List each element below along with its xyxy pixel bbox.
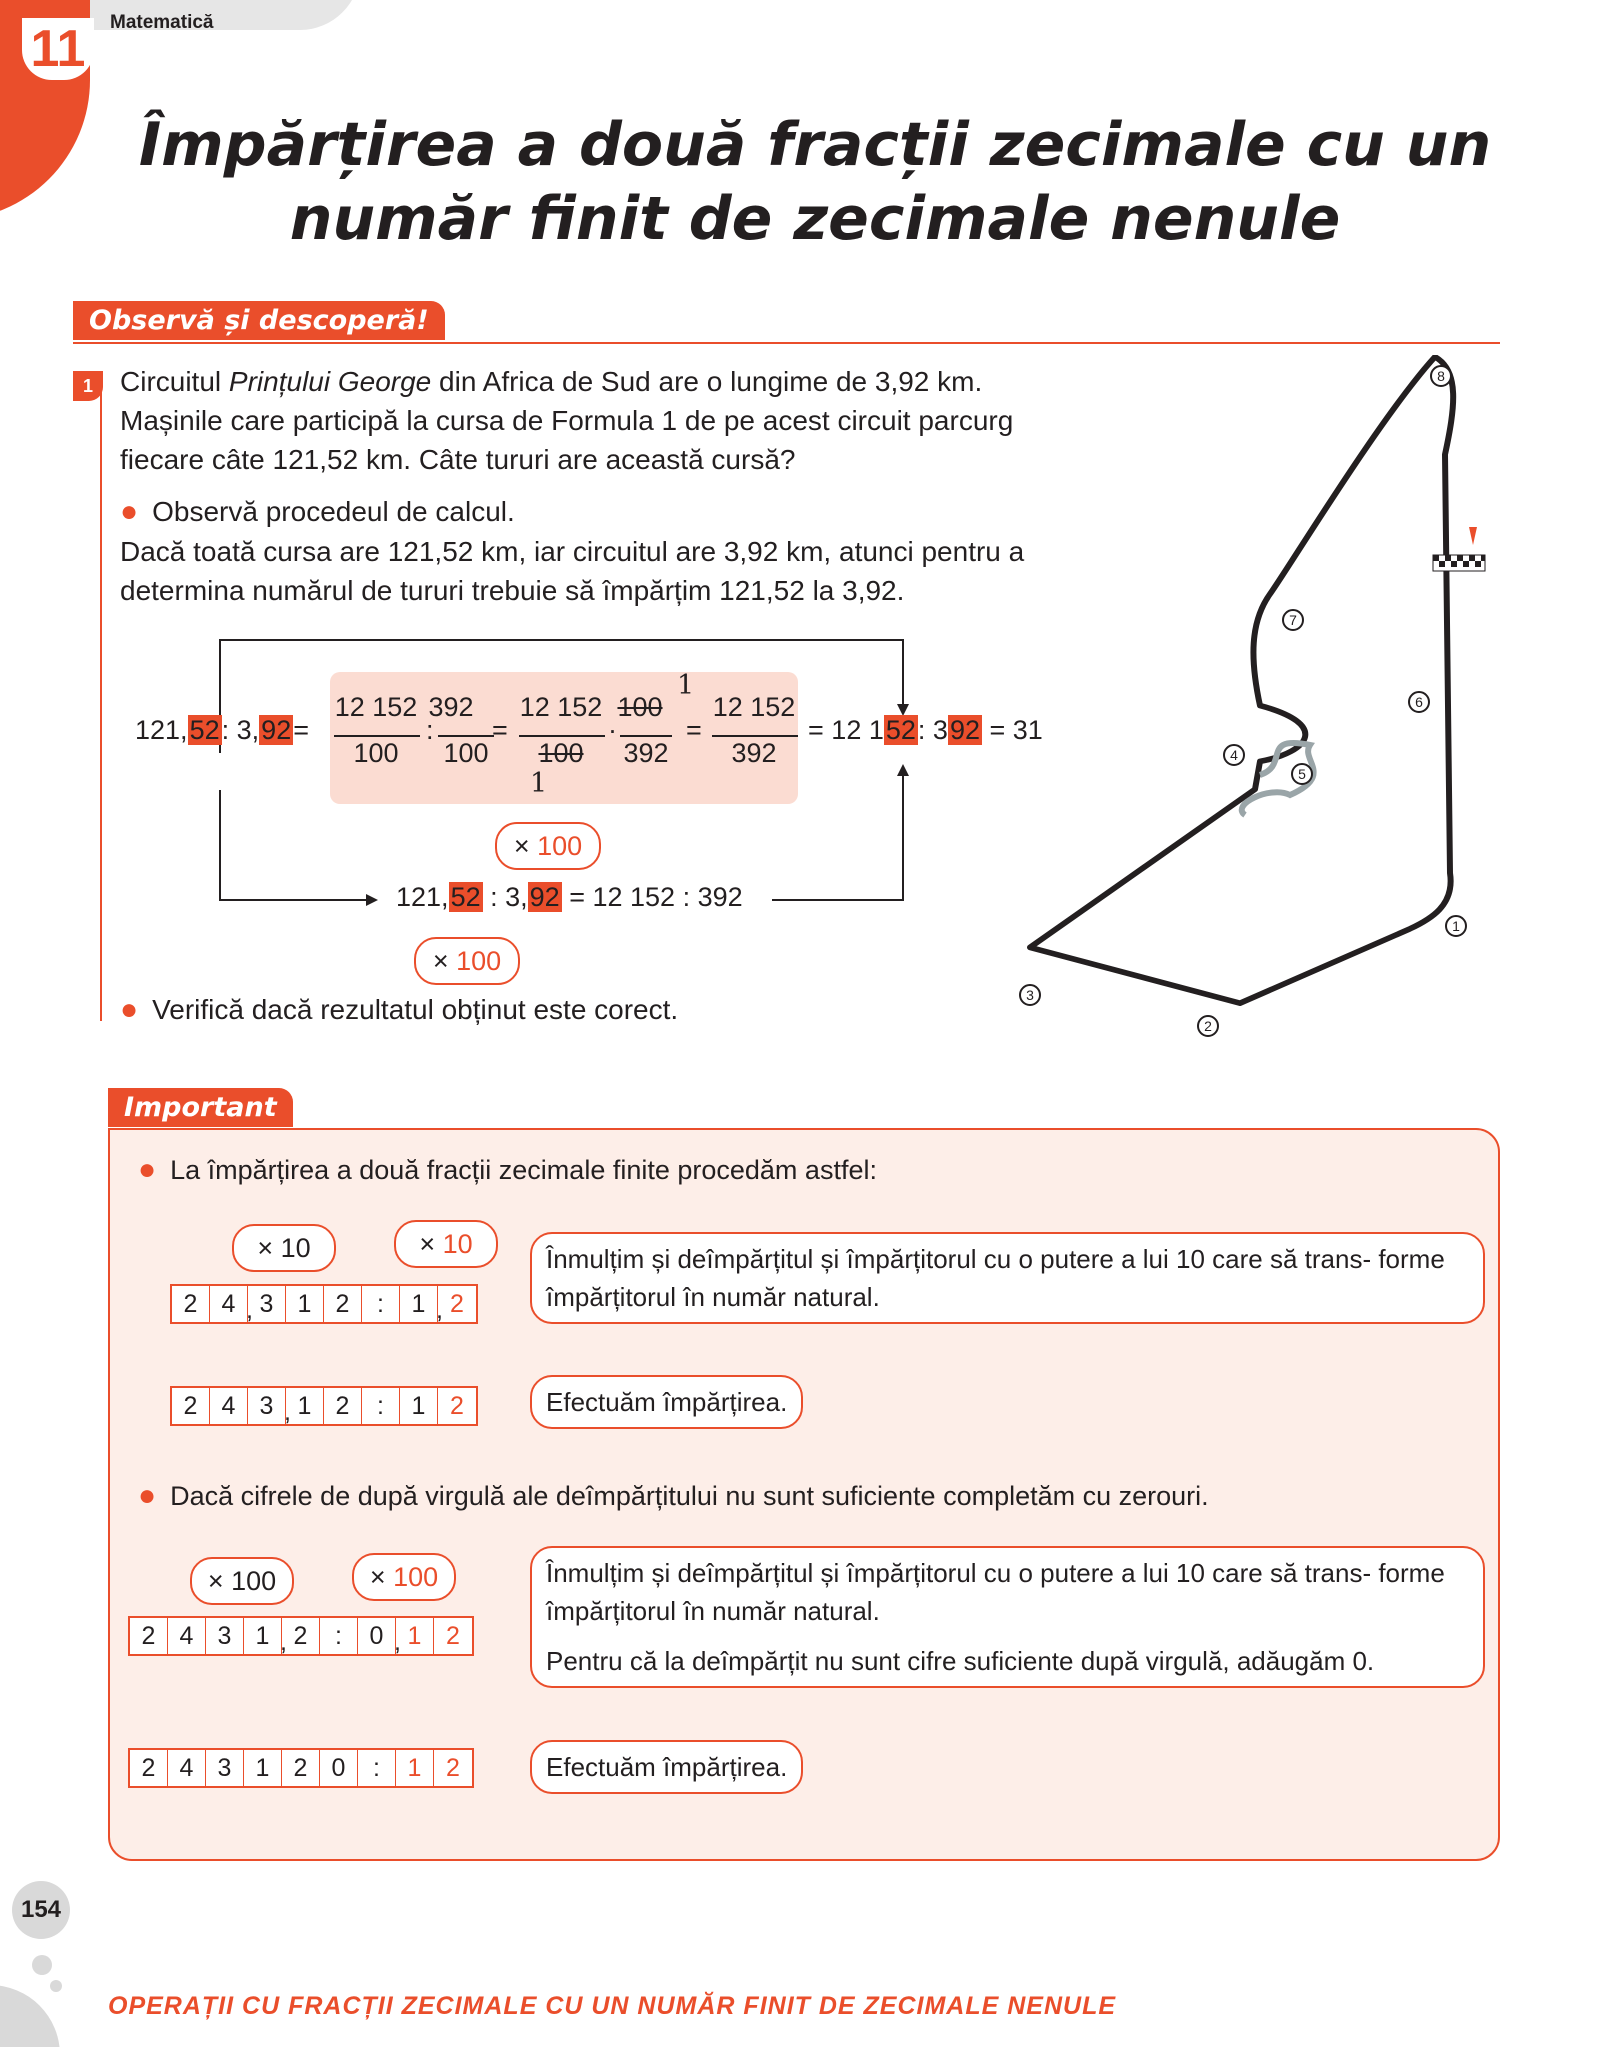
important-bullet-2: [138, 1476, 1209, 1516]
bullet-icon: ●: [120, 993, 139, 1026]
multiplier-bubble: [232, 1224, 336, 1272]
marker-5: [1291, 763, 1313, 785]
multiplier-bubble-top: [495, 822, 601, 870]
divide-note: Efectuăm împărțirea.: [530, 1375, 803, 1429]
fraction-line: [620, 735, 672, 737]
times-sign: ×: [369, 1562, 386, 1592]
exercise-number: 1: [73, 371, 103, 401]
multiplier-value: 100: [537, 831, 583, 861]
equals: =: [686, 715, 702, 745]
digit-cell: 2: [282, 1618, 320, 1654]
digit-cell: 2: [282, 1750, 320, 1786]
multiply-note: Înmulțim și deîmpărțitul și împărțitorul cu o putere a lui 10 care să trans- forme împărțitorul în număr natural.: [530, 1232, 1485, 1324]
digit-cell: 3: [206, 1618, 244, 1654]
digit-cell: [248, 1388, 291, 1426]
marker-label: 2: [1197, 1015, 1219, 1037]
fraction-3-numerator: 12 152: [519, 692, 603, 722]
multiply-dot: ·: [608, 715, 617, 745]
circuit-map: [990, 355, 1510, 1055]
digit-cell: 2: [324, 1388, 362, 1424]
result-d: 92: [949, 715, 980, 745]
marker-1: [1445, 915, 1467, 937]
equals: =: [293, 715, 309, 745]
fraction-3-denominator: 100: [538, 738, 584, 768]
result-c: : 3: [917, 715, 948, 745]
digit-cell: 2: [446, 1754, 460, 1782]
fraction-1-denominator: 100: [353, 738, 399, 768]
marker-label: 7: [1282, 609, 1304, 631]
digit-cell: 1: [244, 1750, 282, 1786]
marker-2: [1197, 1015, 1219, 1037]
digit-row: [128, 1616, 474, 1656]
digit-cell: :: [320, 1618, 358, 1654]
divide-note: Efectuăm împărțirea.: [530, 1740, 803, 1794]
fraction-1-numerator: 12 152: [334, 692, 418, 722]
equals: =: [492, 715, 508, 745]
digit: 0: [369, 1622, 384, 1650]
digit-cell: 4: [210, 1388, 248, 1424]
page-number: 154: [12, 1881, 70, 1939]
fraction-2-numerator: 392: [428, 692, 474, 722]
lhs-int: 121,: [135, 715, 188, 745]
decor-dot: [50, 1980, 62, 1992]
digit-cell: 2: [130, 1618, 168, 1654]
digit-cell: [358, 1618, 401, 1656]
times-sign: ×: [207, 1566, 224, 1596]
exercise-bar: [100, 371, 102, 1021]
fraction-4-denominator: 392: [623, 738, 669, 768]
bottom-d: 92: [529, 882, 560, 912]
problem-post: din Africa de Sud are o lungime de 3,92 km. Mașinile care participă la cursa de Formula 1 de pe acest circuit parcurg fiecare câte 121,52 km. Câte tururi are această cursă?: [120, 366, 1014, 475]
lhs-expression: [135, 715, 309, 746]
digit: 3: [259, 1392, 274, 1420]
bullet-icon: ●: [138, 1479, 157, 1512]
footer-chapter-title: OPERAȚII CU FRACȚII ZECIMALE CU UN NUMĂR FINIT DE ZECIMALE NENULE: [108, 1992, 1117, 2020]
fraction-2-denominator: 100: [443, 738, 489, 768]
colon: :: [221, 715, 230, 745]
fraction-5-numerator: 12 152: [712, 692, 796, 722]
comma: ,: [246, 1296, 253, 1324]
digit-cell: :: [362, 1286, 400, 1322]
digit-cell: 4: [168, 1618, 206, 1654]
digit-cell: 1: [396, 1618, 434, 1654]
bullet-icon: ●: [120, 495, 139, 528]
zero-note-text: Pentru că la deîmpărțit nu sunt cifre suficiente după virgulă, adăugăm 0.: [546, 1646, 1375, 1676]
circuit-track-icon: [990, 355, 1510, 1055]
marker-7: [1282, 609, 1304, 631]
fraction-line: [438, 735, 494, 737]
marker-6: [1408, 691, 1430, 713]
observe-text: Observă procedeul de calcul.: [152, 496, 515, 527]
digit-cell: 3: [248, 1286, 286, 1322]
bullet-2-text: Dacă cifrele de după virgulă ale deîmpărțitului nu sunt suficiente completăm cu zerouri.: [170, 1481, 1209, 1511]
important-bullet-1: [138, 1150, 877, 1190]
digit: 1: [255, 1622, 270, 1650]
digit-cell: 0: [320, 1750, 358, 1786]
digit-cell: :: [362, 1388, 400, 1424]
explain-text: Dacă toată cursa are 121,52 km, iar circuitul are 3,92 km, atunci pentru a determina numărul de tururi trebuie să împărțim 121,52 la 3,92.: [120, 536, 1025, 606]
digit-cell: [210, 1286, 253, 1324]
multiply-note-text: Înmulțim și deîmpărțitul și împărțitorul cu o putere a lui 10 care să trans- forme împărțitorul în număr natural.: [546, 1558, 1445, 1626]
multiplier-bubble: [352, 1553, 456, 1601]
comma: ,: [284, 1398, 291, 1426]
digit-cell: 1: [400, 1388, 438, 1424]
decor-dot: [32, 1955, 52, 1975]
marker-label: 8: [1430, 365, 1452, 387]
digit-cell: 3: [206, 1750, 244, 1786]
digit-cell: [400, 1286, 443, 1324]
marker-label: 3: [1019, 984, 1041, 1006]
digit-cell: 2: [446, 1622, 460, 1650]
fraction-line: [334, 735, 420, 737]
digit-cell: 1: [396, 1750, 434, 1786]
verify-text: Verifică dacă rezultatul obținut este corect.: [152, 994, 679, 1025]
digit-cell: 2: [450, 1290, 464, 1318]
problem-pre: Circuitul: [120, 366, 229, 397]
times-sign: ×: [257, 1233, 274, 1263]
multiplier-value: 10: [280, 1233, 311, 1263]
bottom-c: : 3,: [490, 882, 528, 912]
result-e: = 31: [989, 715, 1043, 745]
cancel-top: 1: [677, 670, 695, 701]
digit: 1: [411, 1290, 426, 1318]
lhs-decimals: 52: [189, 715, 220, 745]
section-tag-observa: Observă și descoperă!: [73, 301, 445, 340]
bottom-a: 121,: [396, 882, 449, 912]
fraction-5-denominator: 392: [731, 738, 777, 768]
section-tag-important: Important: [108, 1088, 293, 1127]
digit-cell: :: [358, 1750, 396, 1786]
comma: ,: [394, 1628, 401, 1656]
colon: :: [426, 715, 434, 745]
subject-label: Matematică: [110, 12, 214, 33]
fraction-4-numerator: 100: [617, 692, 663, 722]
times-sign: ×: [513, 831, 530, 861]
digit-cell: 2: [172, 1388, 210, 1424]
multiplier-bubble: [190, 1557, 294, 1605]
multiply-zero-note: [530, 1546, 1485, 1688]
digit-cell: 2: [324, 1286, 362, 1322]
section-divider: [73, 342, 1500, 344]
digit-row: [128, 1748, 474, 1788]
digit-row: [170, 1284, 478, 1324]
digit-cell: [244, 1618, 287, 1656]
multiplier-value: 100: [456, 946, 502, 976]
fraction-line: [519, 735, 605, 737]
digit-row: [170, 1386, 478, 1426]
verify-item: [120, 990, 678, 1029]
times-sign: ×: [432, 946, 449, 976]
marker-label: 5: [1291, 763, 1313, 785]
fraction-line: [712, 735, 798, 737]
result-b: 52: [885, 715, 916, 745]
comma: ,: [280, 1628, 287, 1656]
marker-3: [1019, 984, 1041, 1006]
div-decimals: 92: [261, 715, 292, 745]
chapter-number: 11: [22, 18, 94, 80]
marker-label: 1: [1445, 915, 1467, 937]
digit-cell: 2: [172, 1286, 210, 1322]
multiplier-bubble-bottom: [414, 937, 520, 985]
bottom-expression: [396, 882, 743, 913]
div-int: 3,: [236, 715, 260, 745]
digit-cell: 1: [286, 1388, 324, 1424]
marker-4: [1223, 744, 1245, 766]
bottom-b: 52: [450, 882, 481, 912]
equals: =: [808, 715, 824, 745]
bullet-icon: ●: [138, 1153, 157, 1186]
circuit-name: Prințului George: [228, 366, 432, 397]
multiplier-value: 100: [393, 1562, 439, 1592]
comma: ,: [436, 1296, 443, 1324]
calculation-diagram: [120, 630, 1080, 1000]
digit-cell: 1: [286, 1286, 324, 1322]
problem-text: [120, 362, 1070, 479]
result-a: 12 1: [831, 715, 884, 745]
multiplier-value: 10: [442, 1229, 473, 1259]
digit-cell: 2: [450, 1392, 464, 1420]
digit-cell: 2: [130, 1750, 168, 1786]
cancel-bottom: 1: [530, 768, 548, 799]
marker-8: [1430, 365, 1452, 387]
marker-label: 4: [1223, 744, 1245, 766]
bottom-e: = 12 152 : 392: [569, 882, 743, 912]
digit-cell: 4: [168, 1750, 206, 1786]
times-sign: ×: [419, 1229, 436, 1259]
multiplier-value: 100: [231, 1566, 277, 1596]
multiplier-bubble: [394, 1220, 498, 1268]
bullet-1-text: La împărțirea a două fracții zecimale finite procedăm astfel:: [170, 1155, 877, 1185]
digit: 4: [221, 1290, 236, 1318]
footer-decoration: [0, 1985, 60, 2047]
marker-label: 6: [1408, 691, 1430, 713]
observe-item: [120, 492, 515, 531]
page-title: Împărțirea a două fracții zecimale cu un număr finit de zecimale nenule: [138, 110, 1492, 254]
